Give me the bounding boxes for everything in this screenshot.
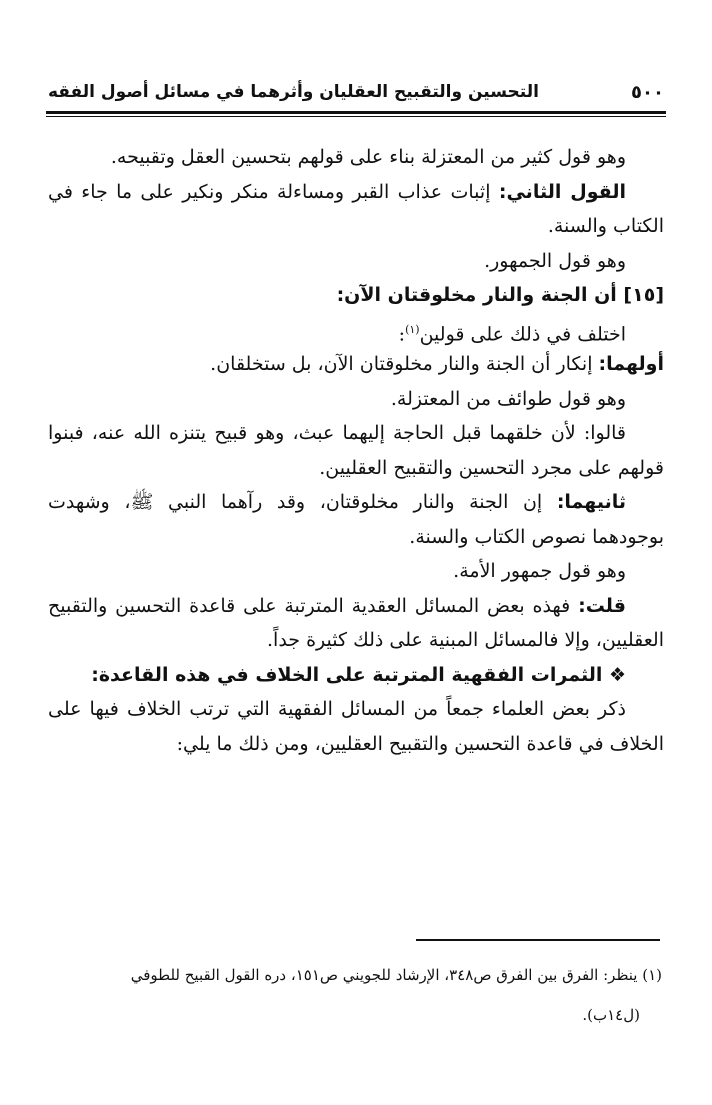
header-rule-thick <box>46 111 666 114</box>
term-label: ثانيهما: <box>556 491 626 513</box>
term-label: قالوا: <box>583 422 626 444</box>
paragraph-text: : <box>398 322 406 345</box>
page-header <box>48 76 664 108</box>
paragraph-continuation: العقليين، وإلا فالمسائل المبنية على ذلك كثيرة جداً. <box>267 629 664 651</box>
paragraph <box>48 313 664 348</box>
paragraph: وهو قول طوائف من المعتزلة. <box>390 387 626 410</box>
paragraph-text: لأن خلقهما قبل الحاجة إليهما عبث، وهو قبيح يتنزه الله عنه، فبنوا <box>48 422 576 444</box>
main-text <box>48 140 664 761</box>
header-rule-thin <box>46 116 666 117</box>
paragraph: ذكر بعض العلماء جمعاً من المسائل الفقهية التي ترتب الخلاف فيها على <box>48 698 626 720</box>
paragraph-continuation: قولهم على مجرد التحسين والتقبيح العقليين. <box>319 456 664 479</box>
paragraph-text: إثبات عذاب القبر ومساءلة منكر ونكير على ما جاء في <box>48 180 491 203</box>
paragraph <box>48 416 664 451</box>
paragraph <box>48 347 664 382</box>
paragraph: وهو قول الجمهور. <box>484 249 626 272</box>
paragraph-text: إن الجنة والنار مخلوقتان، وقد رآهما النبي ﷺ، وشهدت <box>48 491 543 513</box>
paragraph-continuation: الخلاف في قاعدة التحسين والتقبيح العقليين، ومن ذلك ما يلي: <box>176 732 664 755</box>
paragraph: وهو قول كثير من المعتزلة بناء على قولهم بتحسين العقل وتقبيحه. <box>110 146 626 168</box>
paragraph-text: إنكار أن الجنة والنار مخلوقتان الآن، بل ستخلقان. <box>210 353 593 375</box>
footnote-separator <box>416 939 660 941</box>
running-title: التحسين والتقبيح العقليان وأثرهما في مسائل أصول الفقه <box>48 82 539 102</box>
paragraph <box>48 175 664 210</box>
paragraph-text: اختلف في ذلك على قولين <box>419 322 626 345</box>
paragraph-continuation: بوجودهما نصوص الكتاب والسنة. <box>409 525 664 548</box>
section-heading: ❖ الثمرات الفقهية المترتبة على الخلاف في هذه القاعدة: <box>91 663 626 686</box>
paragraph: وهو قول جمهور الأمة. <box>453 560 626 582</box>
term-label: قلت: <box>578 594 627 617</box>
footnote-reference[interactable]: (١) <box>405 322 420 336</box>
page-number: ٥٠٠ <box>631 81 664 103</box>
paragraph-text: فهذه بعض المسائل العقدية المترتبة على قاعدة التحسين والتقبيح <box>48 594 571 617</box>
footnote-line: (ل١٤ب). <box>582 1006 640 1024</box>
footnotes <box>48 955 662 1035</box>
paragraph <box>48 589 664 624</box>
paragraph-continuation: الكتاب والسنة. <box>547 215 664 237</box>
footnote-line: (١) ينظر: الفرق بين الفرق ص٣٤٨، الإرشاد للجويني ص١٥١، دره القول القبيح للطوفي <box>130 966 662 984</box>
term-label: أولهما: <box>598 353 664 375</box>
paragraph <box>48 485 664 520</box>
section-heading: [١٥] أن الجنة والنار مخلوقتان الآن: <box>336 284 664 306</box>
term-label: القول الثاني: <box>498 180 627 203</box>
